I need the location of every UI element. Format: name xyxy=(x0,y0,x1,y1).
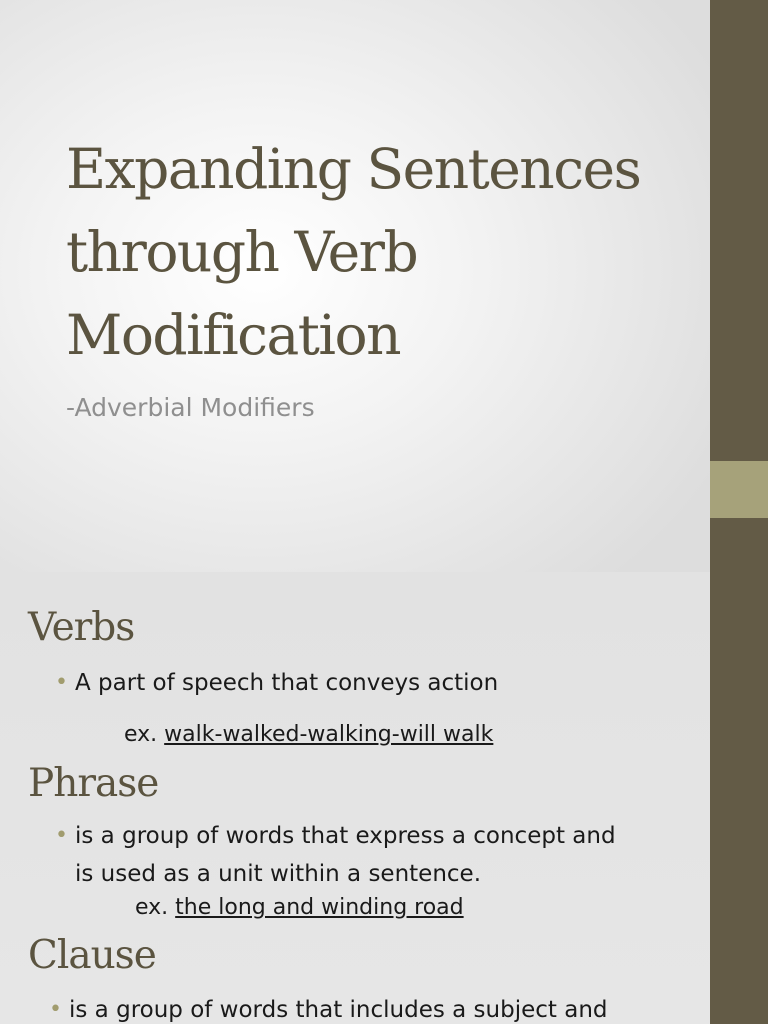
example-line xyxy=(124,720,493,750)
example-value: the long and winding road xyxy=(175,895,464,920)
bullet-item xyxy=(55,664,710,702)
example-value: walk-walked-walking-will walk xyxy=(164,722,494,747)
bullet-text: is a group of words that includes a subject and xyxy=(69,997,608,1023)
bullet-item xyxy=(55,817,710,893)
slide-title xyxy=(66,128,706,377)
title-line: through Verb xyxy=(66,220,418,284)
title-line: Expanding Sentences xyxy=(66,137,641,201)
section-heading-phrase: Phrase xyxy=(28,761,159,806)
title-line: Modification xyxy=(66,303,400,367)
bullet-icon: • xyxy=(49,997,62,1022)
section-heading-verbs: Verbs xyxy=(28,605,135,650)
slide-subtitle: -Adverbial Modifiers xyxy=(66,393,315,422)
section-heading-clause: Clause xyxy=(28,933,156,978)
bullet-text: A part of speech that conveys action xyxy=(75,670,499,696)
example-prefix: ex. xyxy=(124,722,158,747)
example-line xyxy=(135,893,464,923)
content-slide xyxy=(0,572,710,1024)
bullet-text-line: is used as a unit within a sentence. xyxy=(75,861,482,887)
bullet-icon: • xyxy=(55,670,68,695)
sidebar-accent-block xyxy=(710,461,768,518)
bullet-text-line: is a group of words that express a concept and xyxy=(75,823,616,849)
bullet-item xyxy=(49,991,709,1024)
bullet-icon: • xyxy=(55,823,68,848)
example-prefix: ex. xyxy=(135,895,169,920)
